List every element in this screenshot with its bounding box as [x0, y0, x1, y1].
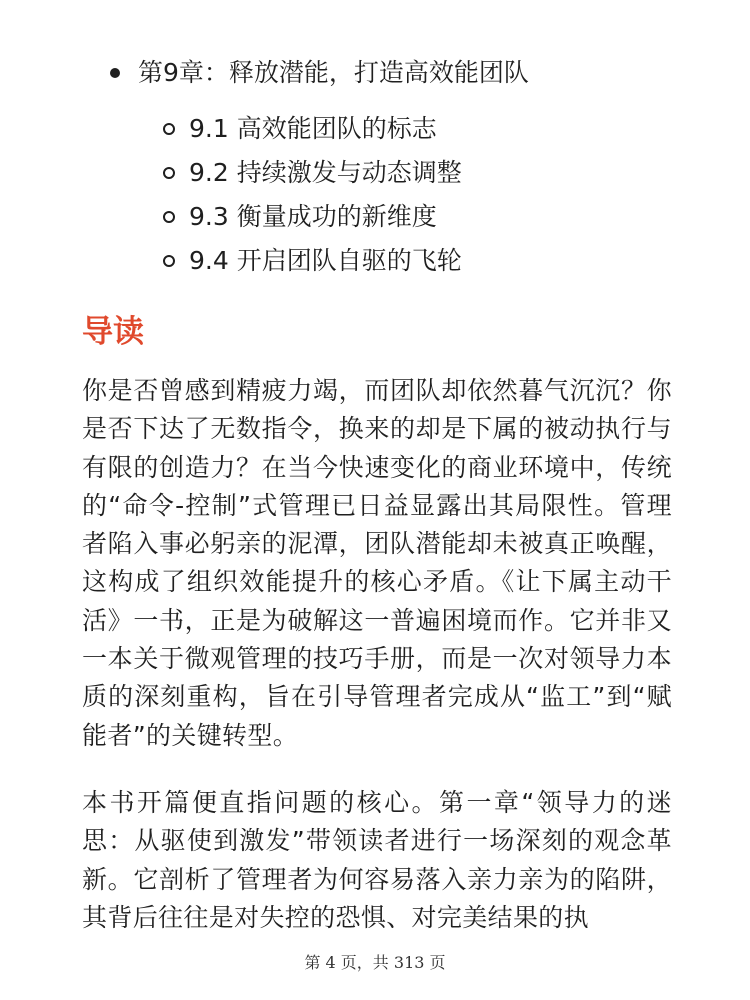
toc-section-item — [163, 243, 462, 279]
bullet-circle-icon — [163, 167, 175, 179]
bullet-circle-icon — [163, 211, 175, 223]
toc-section-label: 9.4 开启团队自驱的飞轮 — [189, 246, 462, 275]
toc-section-item — [163, 111, 437, 147]
section-heading: 导读 — [82, 314, 144, 350]
body-paragraph: 你是否曾感到精疲力竭，而团队却依然暮气沉沉？你是否下达了无数指令，换来的却是下属的被动执行与有限的创造力？在当今快速变化的商业环境中，传统的“命令-控制”式管理已日益显露出其局限性。管理者陷入事必躬亲的泥潭，团队潜能却未被真正唤醒，这构成了组织效能提升的核心矛盾。《让下属主动干活》一书，正是为破解这一普遍困境而作。它并非又一本关于微观管理的技巧手册，而是一次对领导力本质的深刻重构，旨在引导管理者完成从“监工”到“赋能者”的关键转型。 — [82, 376, 672, 750]
page-number-footer: 第 4 页，共 313 页 — [304, 953, 446, 972]
toc-chapter-label: 第9章：释放潜能，打造高效能团队 — [138, 58, 529, 87]
toc-chapter-item — [110, 55, 529, 91]
body-paragraph: 本书开篇便直指问题的核心。第一章“领导力的迷思：从驱使到激发”带领读者进行一场深刻的观念革新。它剖析了管理者为何容易落入亲力亲为的陷阱，其背后往往是对失控的恐惧、对完美结果的执 — [82, 788, 672, 932]
bullet-circle-icon — [163, 255, 175, 267]
toc-section-label: 9.3 衡量成功的新维度 — [189, 202, 437, 231]
toc-section-item — [163, 155, 462, 191]
bullet-circle-icon — [163, 123, 175, 135]
toc-section-label: 9.2 持续激发与动态调整 — [189, 158, 462, 187]
toc-section-label: 9.1 高效能团队的标志 — [189, 114, 437, 143]
toc-section-item — [163, 199, 437, 235]
bullet-disc-icon — [110, 68, 120, 78]
